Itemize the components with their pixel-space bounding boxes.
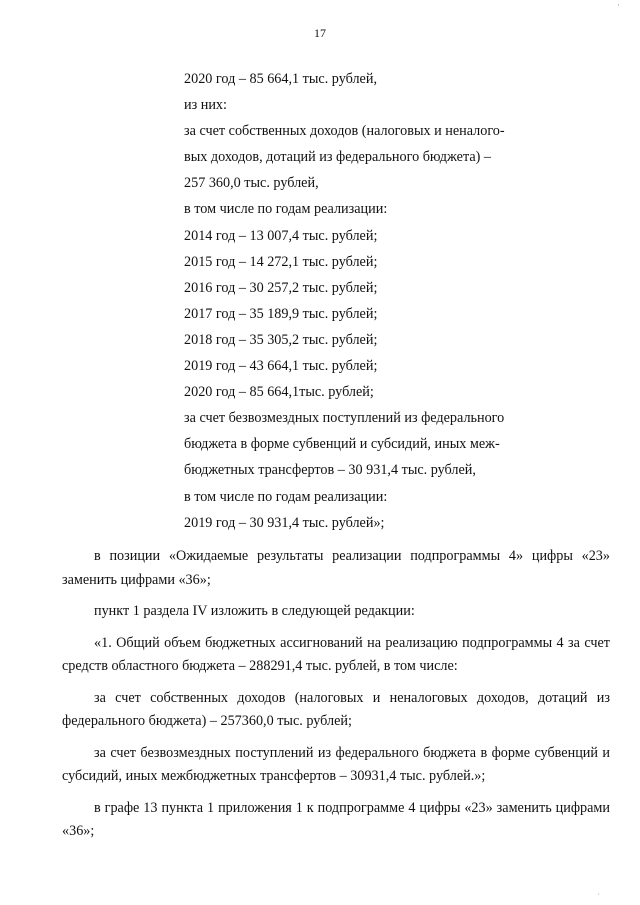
paragraph: в позиции «Ожидаемые результаты реализации подпрограммы 4» цифры «23» заменить цифрами «36»; <box>62 548 610 588</box>
breakdown-line: 2015 год – 14 272,1 тыс. рублей; <box>184 253 378 270</box>
paragraph: за счет собственных доходов (налоговых и неналоговых доходов, дотаций из федерального бюджета) – 257360,0 тыс. рублей; <box>62 689 610 729</box>
breakdown-line: 2017 год – 35 189,9 тыс. рублей; <box>184 305 378 322</box>
breakdown-line: 2019 год – 30 931,4 тыс. рублей»; <box>184 514 385 531</box>
breakdown-line: за счет собственных доходов (налоговых и неналого- <box>184 123 505 140</box>
corner-mark: · <box>617 0 620 10</box>
breakdown-line: 2020 год – 85 664,1 тыс. рублей, <box>184 71 377 87</box>
paragraph: за счет безвозмездных поступлений из федерального бюджета в форме субвенций и субсидий, иных межбюджетных трансфертов – 30931,4 тыс. рублей.»; <box>62 744 610 784</box>
page-number: 17 <box>314 26 326 40</box>
paragraph: в графе 13 пункта 1 приложения 1 к подпрограмме 4 цифры «23» заменить цифрами «36»; <box>62 799 610 839</box>
breakdown-line: за счет безвозмездных поступлений из федерального <box>184 410 505 427</box>
amendment-paragraphs <box>62 545 610 852</box>
bottom-mark: · <box>597 890 600 899</box>
breakdown-line: 257 360,0 тыс. рублей, <box>184 175 319 192</box>
breakdown-line: в том числе по годам реализации: <box>184 488 388 505</box>
breakdown-line: 2020 год – 85 664,1тыс. рублей; <box>184 384 374 401</box>
breakdown-line: 2018 год – 35 305,2 тыс. рублей; <box>184 331 378 348</box>
funding-breakdown-block <box>184 66 564 536</box>
breakdown-line: 2016 год – 30 257,2 тыс. рублей; <box>184 279 378 296</box>
paragraph: пункт 1 раздела IV изложить в следующей редакции: <box>94 603 415 619</box>
breakdown-line: 2014 год – 13 007,4 тыс. рублей; <box>184 227 378 244</box>
breakdown-line: вых доходов, дотаций из федерального бюджета) – <box>184 149 491 166</box>
breakdown-line: бюджетных трансфертов – 30 931,4 тыс. рублей, <box>184 462 476 479</box>
breakdown-line: из них: <box>184 97 227 114</box>
breakdown-line: 2019 год – 43 664,1 тыс. рублей; <box>184 358 378 375</box>
breakdown-line: бюджета в форме субвенций и субсидий, иных меж- <box>184 436 500 453</box>
breakdown-line: в том числе по годам реализации: <box>184 201 388 218</box>
paragraph: «1. Общий объем бюджетных ассигнований на реализацию подпрограммы 4 за счет средств областного бюджета – 288291,4 тыс. рублей, в том числе: <box>62 634 610 674</box>
